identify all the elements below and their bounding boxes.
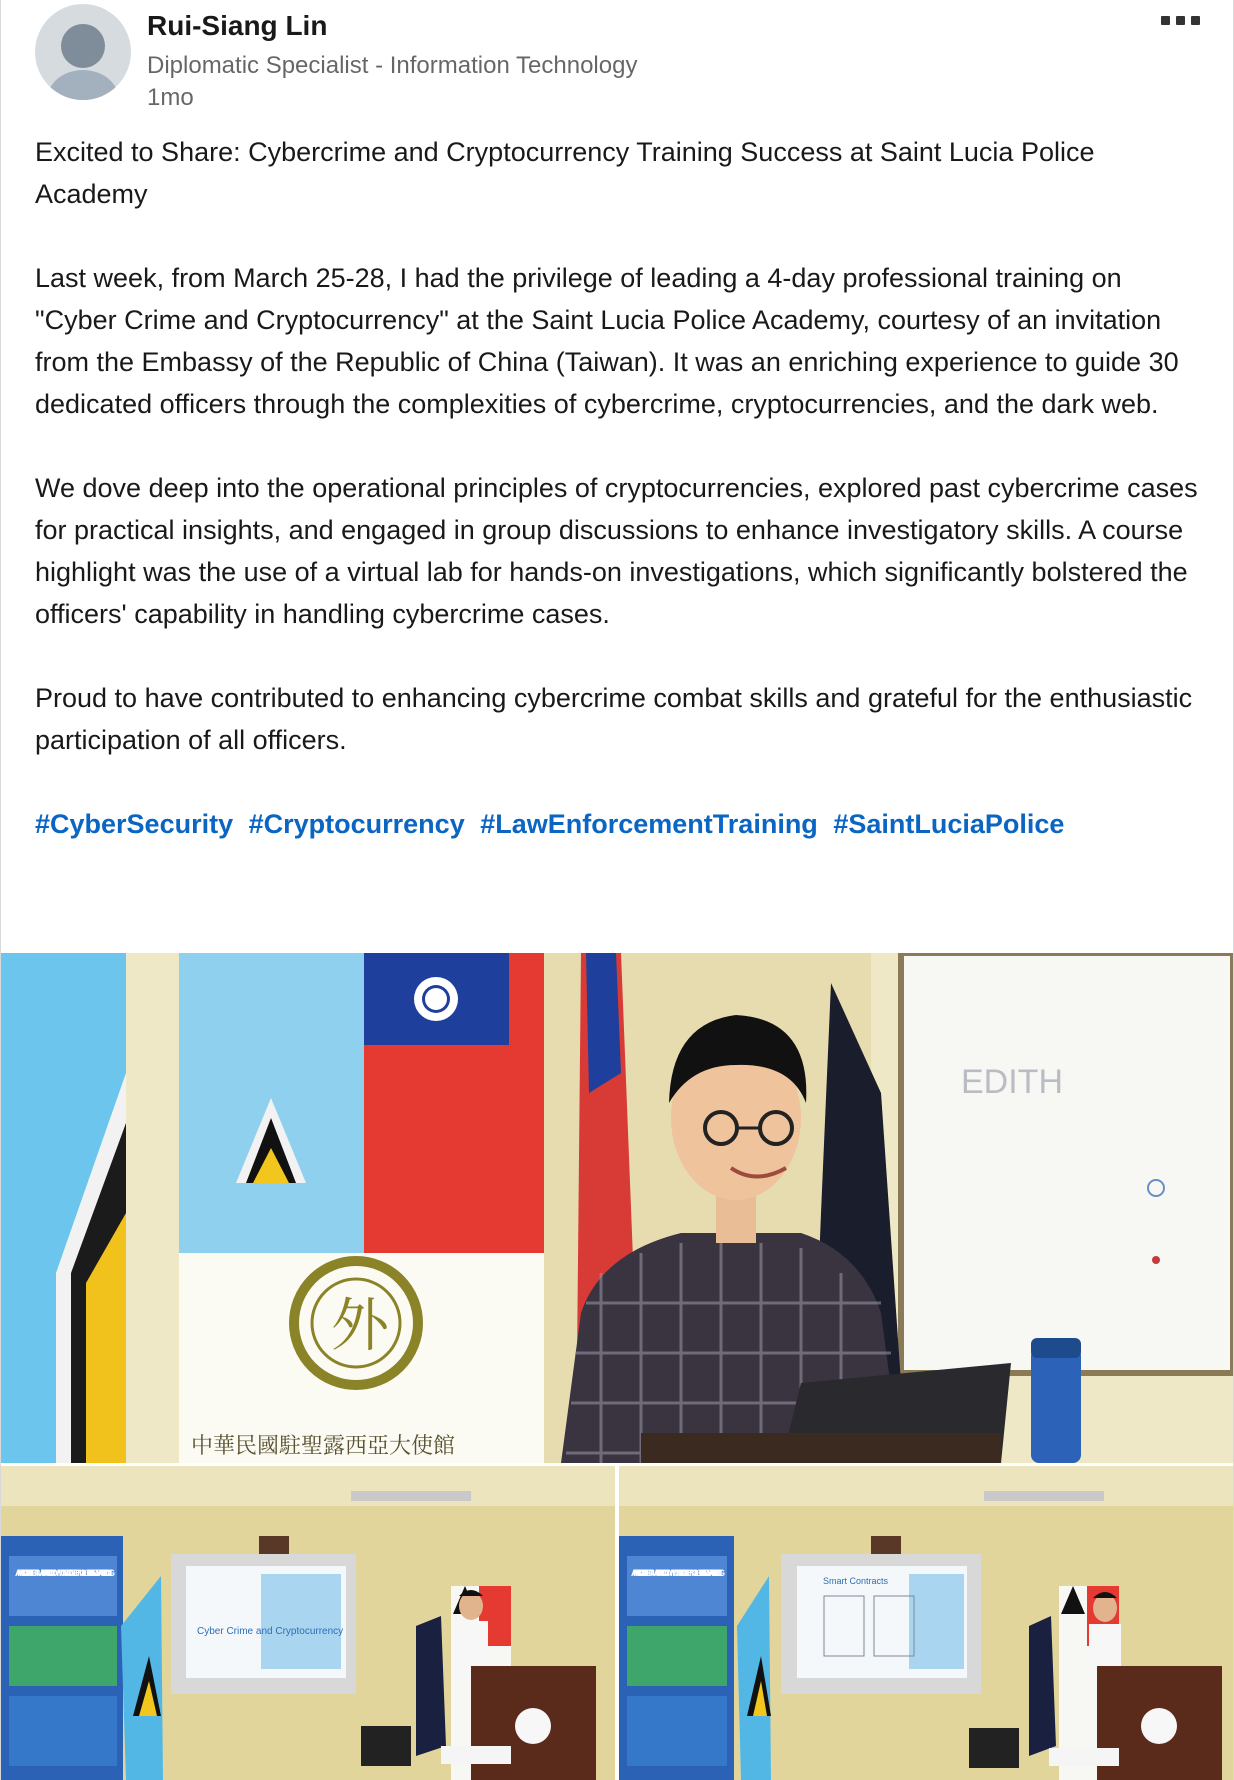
more-horizontal-icon — [1161, 16, 1170, 25]
person-placeholder-icon — [61, 24, 105, 68]
post-photo-left[interactable] — [1, 1466, 615, 1780]
post-text — [35, 131, 1205, 887]
slide-title: Smart Contracts — [823, 1576, 889, 1586]
svg-text:外: 外 — [331, 1291, 390, 1359]
hashtag-link[interactable]: #LawEnforcementTraining — [480, 809, 818, 839]
post-header — [1, 0, 1233, 120]
slide-title: Cyber Crime and Cryptocurrency — [197, 1626, 344, 1637]
post-paragraph: Excited to Share: Cybercrime and Cryptocurrency Training Success at Saint Lucia Police Academy — [35, 137, 1095, 209]
hashtag-link[interactable]: #Cryptocurrency — [248, 809, 465, 839]
classroom-photo — [1, 1466, 615, 1780]
author-headline: Diplomatic Specialist - Information Technology — [147, 52, 638, 79]
post-paragraph: Proud to have contributed to enhancing cybercrime combat skills and grateful for the enthusiastic participation of all officers. — [35, 683, 1193, 755]
post-paragraph: We dove deep into the operational principles of cryptocurrencies, explored past cybercrime cases for practical insights, and engaged in group discussions to enhance investigatory skills. A course highlight was the use of a virtual lab for hands-on investigations, which significantly bolstered the officers' capability in handling cybercrime cases. — [35, 473, 1198, 629]
embassy-banner-text: 中華民國駐聖露西亞大使館 — [191, 1434, 456, 1459]
whiteboard-writing: EDITH — [961, 1063, 1063, 1101]
more-options-button[interactable] — [1151, 6, 1211, 42]
poster-text: APPLICATION OF INFORMATION AND COMMUNICATION TECHNOLOGY IN DIGITAL CAPACITY BUILDING — [631, 1568, 726, 1578]
post-paragraph: Last week, from March 25-28, I had the privilege of leading a 4-day professional training on "Cyber Crime and Cryptocurrency" at the Saint Lucia Police Academy, courtesy of an invitation from the Embassy of the Republic of China (Taiwan). It was an enriching experience to guide 30 dedicated officers through the complexities of cybercrime, cryptocurrencies, and the dark web. — [35, 263, 1179, 419]
post-photo-right[interactable] — [619, 1466, 1233, 1780]
poster-text: APPLICATION OF INFORMATION AND COMMUNICATION TECHNOLOGY IN DIGITAL CAPACITY BUILDING — [15, 1568, 116, 1578]
post-photo-main[interactable] — [1, 953, 1233, 1463]
classroom-photo — [619, 1466, 1233, 1780]
hashtag-link[interactable]: #SaintLuciaPolice — [833, 809, 1065, 839]
author-avatar[interactable] — [35, 4, 131, 100]
post-timestamp: 1mo — [147, 84, 194, 111]
author-name[interactable]: Rui-Siang Lin — [147, 10, 328, 41]
speaker-photo — [1, 953, 1233, 1463]
hashtag-list — [35, 803, 1205, 845]
hashtag-link[interactable]: #CyberSecurity — [35, 809, 234, 839]
